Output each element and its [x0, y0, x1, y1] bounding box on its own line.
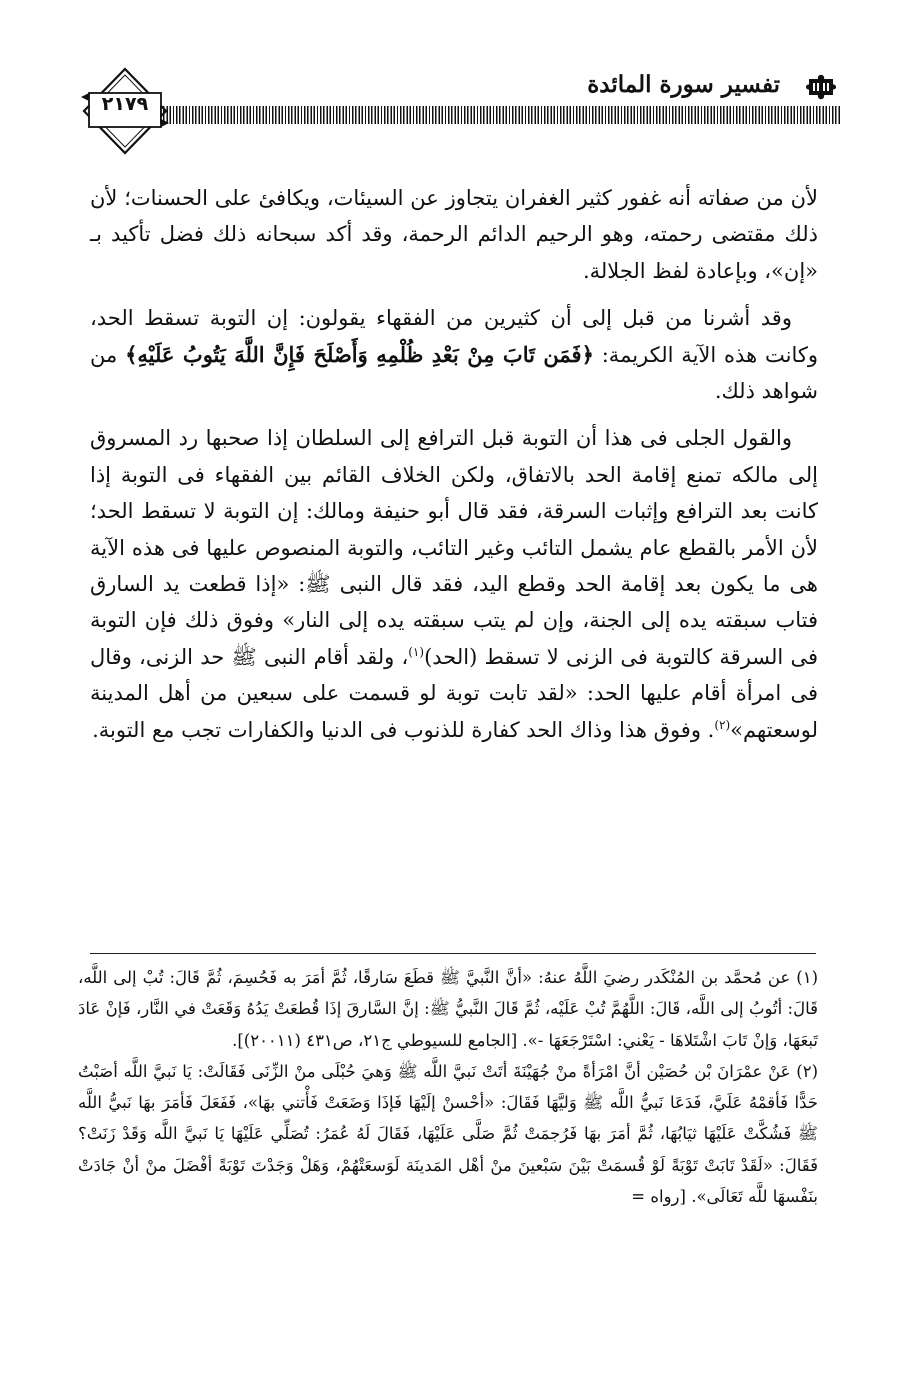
main-text	[90, 180, 818, 759]
paragraph-2-outro: من شواهد ذلك.	[90, 342, 818, 404]
header-hatch-rule	[160, 106, 840, 124]
footnote-ref-1[interactable]: (١)	[408, 644, 425, 659]
paragraph-1: لأن من صفاته أنه غفور كثير الغفران يتجاوز عن السيئات، ويكافئ على الحسنات؛ لأن ذلك مقتضى رحمته، وهو الرحيم الدائم الرحمة، وقد أكد سبحانه ذلك فضل تأكيد بـ «إن»، وبإعادة لفظ الجلالة.	[90, 186, 818, 283]
paragraph-2-intro: وقد أشرنا من قبل إلى أن كثيرين من الفقهاء يقولون: إن التوبة تسقط الحد، وكانت هذه الآية الكريمة:	[90, 306, 818, 367]
paragraph-2	[90, 300, 818, 409]
page-number-badge	[80, 66, 170, 156]
footnote-ref-2[interactable]: (٢)	[714, 717, 731, 732]
paragraph-3	[90, 420, 818, 748]
paragraph-3-part-3: . وفوق هذا وذاك الحد كفارة للذنوب فى الدنيا والكفارات تجب مع التوبة.	[92, 717, 715, 742]
paragraph-3-part-2: ، ولقد أقام النبى ﷺ حد الزنى، وقال فى امرأة أقام عليها الحد: «لقد تابت توبة لو قسمت على سبعين من أهل المدينة لوسعتهم»	[90, 644, 818, 742]
ornament-icon	[806, 74, 836, 100]
footnotes	[78, 962, 818, 1212]
footnote-1: (١) عن مُحمَّد بن المُنْكَدر رضيَ اللَّهُ عنهُ: «أنَّ النَّبيَّ ﷺ قطَعَ سَارقًا، ثُمَّ أمَرَ به فَحُسِمَ، ثُمَّ قَالَ: تُبْ إلى اللَّه، قَالَ: أتُوبُ إلى اللَّه، قَالَ: اللَّهُمَّ تُبْ عَلَيْه، ثُمَّ قَالَ النَّبيُّ ﷺ: إنَّ السَّارقَ إذَا قُطعَتْ يَدُهُ وَقَعَتْ في النَّار، فَإنْ عَادَ تَبعَهَا، وَإنْ تَابَ اشْتَلاهَا - يَعْني: اسْتَرْجَعَهَا -». [الجامع للسيوطي ج٢١، ص٤٣١ (٢٠٠١١)].	[78, 968, 818, 1050]
footnote-divider	[90, 953, 816, 954]
page-number: ٢١٧٩	[101, 93, 149, 115]
paragraph-3-part-1: والقول الجلى فى هذا أن التوبة قبل الترافع إلى السلطان إذا صحبها رد المسروق إلى مالكه تمنع إقامة الحد بالاتفاق، ولكن الخلاف القائم بين الفقهاء فى التوبة إذا كانت بعد الترافع وإثبات السرقة، فقد قال أبو حنيفة ومالك: إن التوبة لا تسقط الحد؛ لأن الأمر بالقطع عام يشمل التائب وغير التائب، والتوبة المنصوص عليها فى هذه الآية هى ما يكون بعد إقامة الحد وقطع اليد، فقد قال النبى ﷺ: «إذا قطعت يد السارق فتاب سبقته يده إلى الجنة، وإن لم يتب سبقته يده إلى النار» وفوق ذلك فإن التوبة فى السرقة كالتوبة فى الزنى لا تسقط (الحد)	[90, 426, 818, 669]
footnote-2: (٢) عَنْ عمْرَانَ بْن حُصَيْن أنَّ امْرَأةً منْ جُهَيْنَةَ أتَتْ نَبيَّ اللَّه ﷺ وَهيَ حُبْلَى منْ الزِّنَى فَقَالَتْ: يَا نَبيَّ اللَّه أصَبْتُ حَدًّا فَأقمْهُ عَلَيَّ، فَدَعَا نَبيُّ اللَّه ﷺ وَليَّهَا فَقَالَ: «أحْسنْ إلَيْهَا فَإذَا وَضَعَتْ فَأْتني بهَا»، فَفَعَلَ فَأمَرَ بهَا نَبيُّ اللَّه ﷺ فَشُكَّتْ عَلَيْهَا ثيَابُهَا، ثُمَّ أمَرَ بهَا فَرُجمَتْ ثُمَّ صَلَّى عَلَيْهَا، فَقَالَ لَهُ عُمَرُ: تُصَلِّي عَلَيْهَا يَا نَبيَّ اللَّه وَقَدْ زَنَتْ؟ فَقَالَ: «لَقَدْ تَابَتْ تَوْبَةً لَوْ قُسمَتْ بَيْنَ سَبْعينَ منْ أهْل المَدينَة لَوَسعَتْهُمْ، وَهَلْ وَجَدْتَ تَوْبَةً أفْضَلَ منْ أنْ جَادَتْ بنَفْسهَا للَّه تَعَالَى». [رواه =	[78, 1061, 818, 1207]
running-title: تفسير سورة المائدة	[587, 71, 780, 98]
quran-verse: ﴿فَمَن تَابَ مِنْ بَعْدِ ظُلْمِهِ وَأَصْلَحَ فَإِنَّ اللَّهَ يَتُوبُ عَلَيْهِ﴾	[125, 341, 594, 367]
page-header	[80, 66, 850, 161]
